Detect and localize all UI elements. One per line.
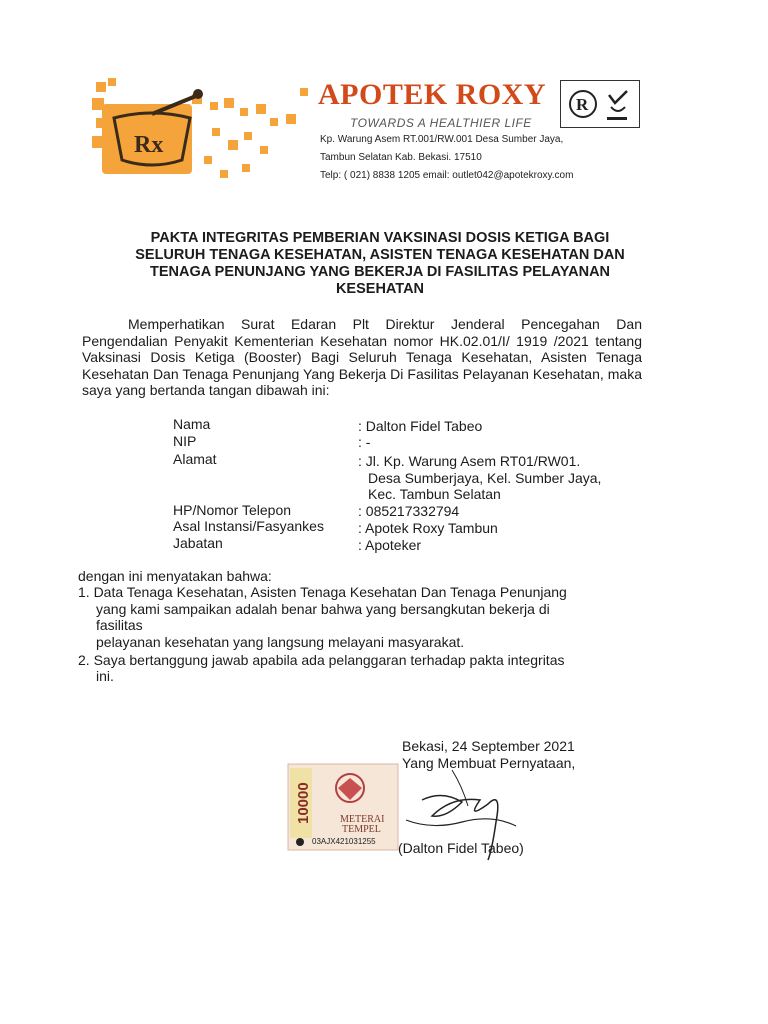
rx-glyph: Rx [134,132,164,158]
statement-1-line-1: 1. Data Tenaga Kesehatan, Asisten Tenaga Kesehatan Dan Tenaga Penunjang [78,584,567,600]
statement-2-line-2: ini. [96,668,114,684]
intro-paragraph: Memperhatikan Surat Edaran Plt Direktur Jenderal Pencegahan Dan Pengendalian Penyakit Kementerian Kesehatan nomor HK.02.01/I/ 1919 /2021 tentang Vaksinasi Dosis Ketiga (Booster) Bagi Seluruh Tenaga Kesehatan, Asisten Tenaga Kesehatan Dan Tenaga Penunjang Yang Bekerja Di Fasilitas Pelayanan Kesehatan, maka saya yang bertanda tangan dibawah ini: [82,316,642,398]
handwritten-signature [392,760,532,880]
signer-role: Yang Membuat Pernyataan, [402,755,576,771]
address-line-1: Kp. Warung Asem RT.001/RW.001 Desa Sumber Jaya, [320,134,564,145]
address-line-2: Tambun Selatan Kab. Bekasi. 17510 [320,152,482,163]
stamp-text-2: TEMPEL [342,824,381,835]
brand-name: APOTEK ROXY [318,78,547,111]
check-icon [609,91,627,103]
signer-name: (Dalton Fidel Tabeo) [398,840,524,856]
field-value-alamat-2: Desa Sumberjaya, Kel. Sumber Jaya, [368,470,602,486]
registration-badge [560,80,640,128]
stamp-text-1: METERAI [340,814,385,825]
brand-tagline: TOWARDS A HEALTHIER LIFE [350,116,532,130]
contact-line: Telp: ( 021) 8838 1205 email: outlet042@apotekroxy.com [320,170,574,181]
field-value-nip: : - [358,434,371,450]
statement-1-line-4: pelayanan kesehatan yang langsung melayani masyarakat. [96,634,465,650]
field-label-instansi: Asal Instansi/Fasyankes [173,518,324,534]
statement-intro: dengan ini menyatakan bahwa: [78,568,272,584]
statement-1-line-3: fasilitas [96,617,143,633]
field-value-alamat-3: Kec. Tambun Selatan [368,486,501,502]
field-label-alamat: Alamat [173,451,217,467]
field-value-jabatan: : Apoteker [358,537,422,553]
document-title: PAKTA INTEGRITAS PEMBERIAN VAKSINASI DOSIS KETIGA BAGI SELURUH TENAGA KESEHATAN, ASISTEN TENAGA KESEHATAN DAN TENAGA PENUNJANG YANG BEKERJA DI FASILITAS PELAYANAN KESEHATAN [135,230,625,297]
statement-2-line-1: 2. Saya bertanggung jawab apabila ada pelanggaran terhadap pakta integritas [78,652,565,668]
registered-mark: R [576,95,589,114]
stamp-serial: 03AJX421031255 [312,837,376,846]
field-value-nama: : Dalton Fidel Tabeo [358,418,483,434]
field-label-jabatan: Jabatan [173,535,223,551]
field-value-instansi: : Apotek Roxy Tambun [358,520,498,536]
statement-1-line-2: yang kami sampaikan adalah benar bahwa yang bersangkutan bekerja di [96,601,550,617]
field-value-alamat-1: : Jl. Kp. Warung Asem RT01/RW01. [358,453,581,469]
field-label-hp: HP/Nomor Telepon [173,502,292,518]
stamp-value: 10000 [295,782,312,824]
pharmacy-logo [92,74,312,184]
field-label-nama: Nama [173,416,211,432]
field-label-nip: NIP [173,433,197,449]
place-date: Bekasi, 24 September 2021 [402,738,575,754]
field-value-hp: : 085217332794 [358,503,460,519]
